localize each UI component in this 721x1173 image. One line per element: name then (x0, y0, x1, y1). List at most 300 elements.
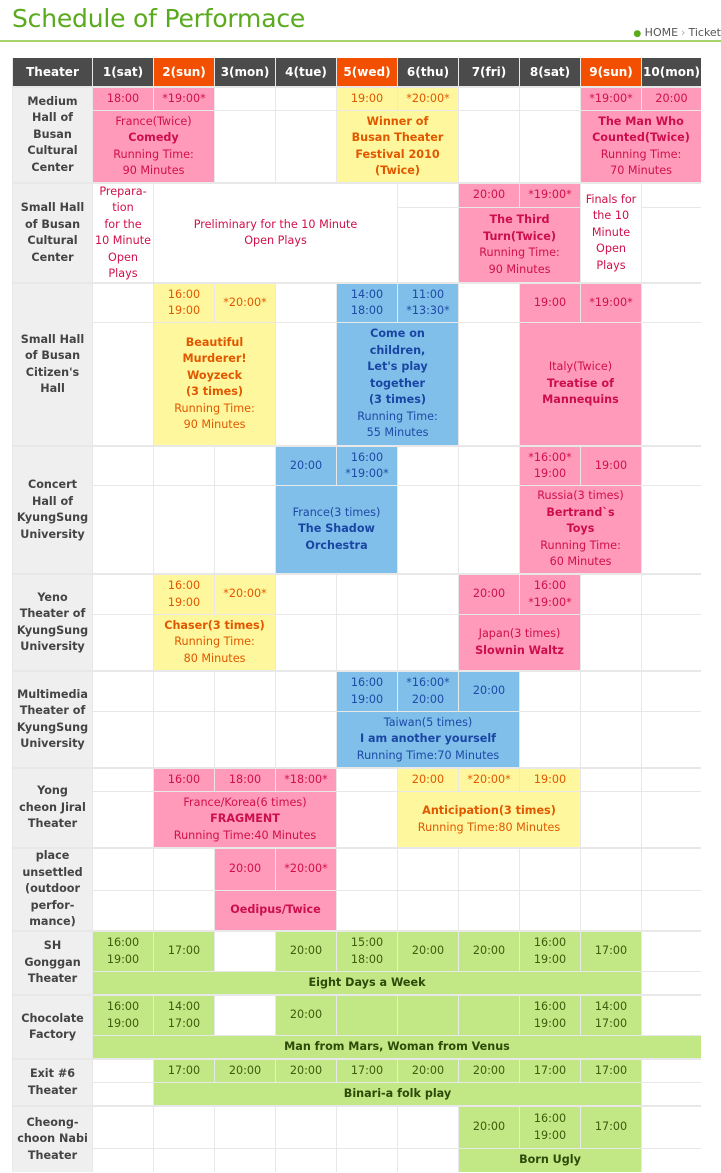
cell-text: tion (112, 201, 134, 214)
show-title: Come on (370, 327, 425, 341)
schedule-cell (337, 323, 458, 445)
cell-text: *20:00* (223, 587, 267, 601)
cell-text: Preliminary for the 10 Minute (193, 217, 358, 231)
schedule-cell (276, 769, 336, 791)
cell-text: 17:00 (533, 1063, 567, 1077)
header-day-label: 9(sun) (589, 64, 633, 79)
show-title: The Third (489, 213, 550, 226)
empty-cell (642, 447, 701, 485)
bullet-icon: ● (633, 29, 642, 39)
empty-cell (337, 1149, 397, 1172)
running-time: Running Time: (600, 147, 682, 161)
show-title: Let's play (367, 360, 428, 374)
page-title: Schedule of Performace (12, 4, 306, 33)
empty-cell (93, 672, 153, 711)
schedule-cell (154, 615, 275, 670)
empty-cell (581, 575, 641, 614)
empty-cell (642, 891, 701, 930)
schedule-cell (581, 284, 641, 322)
cell-text: 20:00 (228, 1063, 262, 1077)
cell-text: *19:00* (345, 467, 389, 480)
empty-cell (276, 88, 336, 110)
running-time: 90 Minutes (183, 418, 246, 431)
empty-cell (398, 996, 458, 1035)
schedule-cell (520, 486, 641, 573)
empty-cell (459, 88, 519, 110)
empty-cell (459, 486, 519, 573)
header-day-label: 6(thu) (406, 64, 450, 79)
show-title: Mannequins (542, 393, 619, 407)
empty-cell (337, 1107, 397, 1148)
cell-text: 16:00 (350, 450, 384, 464)
cell-text: Open Plays (244, 234, 307, 247)
schedule-cell (337, 284, 397, 322)
breadcrumb (633, 26, 721, 39)
empty-cell (215, 88, 275, 110)
cell-text: 19:00 (167, 304, 201, 317)
empty-cell (93, 323, 153, 445)
show-title: Slownin Waltz (475, 643, 564, 657)
cell-text: *20:00* (284, 862, 328, 876)
cell-text: *19:00* (528, 188, 572, 202)
show-title: Toys (566, 522, 595, 536)
cell-text: 17:00 (594, 1063, 628, 1077)
schedule-cell (276, 447, 336, 485)
empty-cell (520, 891, 580, 930)
empty-cell (642, 932, 701, 971)
breadcrumb-ticket[interactable]: Ticket (688, 26, 721, 39)
schedule-cell (459, 1060, 519, 1082)
cell-text: 17:00 (167, 1016, 201, 1030)
theater-name (13, 1060, 92, 1105)
cell-text: 16:00 (106, 936, 140, 949)
empty-cell (642, 972, 701, 994)
schedule-cell (520, 447, 580, 485)
schedule-cell (154, 1060, 214, 1082)
show-title: Orchestra (305, 538, 368, 552)
header-day (93, 58, 153, 86)
schedule-cell (520, 1060, 580, 1082)
header-day-label: 2(sun) (162, 64, 206, 79)
cell-text: Minute (591, 225, 631, 239)
chevron-right-icon: › (681, 26, 686, 39)
cell-text: 18:00 (106, 91, 140, 105)
cell-text: 17:00 (167, 1063, 201, 1077)
empty-cell (276, 575, 336, 614)
schedule-cell (93, 932, 153, 971)
theater-name (13, 575, 92, 670)
breadcrumb-home[interactable]: HOME (644, 26, 679, 39)
show-title: I am another yourself (359, 732, 497, 746)
empty-cell (398, 575, 458, 614)
cell-text: 16:00 (167, 579, 201, 592)
show-title: Binari-a folk play (343, 1086, 452, 1100)
schedule-cell (215, 575, 275, 614)
schedule-cell (459, 769, 519, 791)
empty-cell (398, 447, 458, 485)
empty-cell (642, 996, 701, 1035)
cell-text: 20:00 (472, 188, 506, 202)
theater-name (13, 996, 92, 1058)
running-time: Running Time:70 Minutes (356, 748, 500, 762)
cell-text: Plays (596, 258, 626, 272)
schedule-cell (276, 996, 336, 1035)
show-title: Winner of (366, 114, 429, 128)
schedule-cell (581, 1107, 641, 1148)
schedule-cell (520, 932, 580, 971)
running-time: Running Time: (174, 635, 255, 649)
show-title: Chaser(3 times) (164, 618, 265, 632)
schedule-cell (459, 932, 519, 971)
schedule-cell (154, 769, 214, 791)
cell-text: 18:00 (350, 304, 384, 317)
cell-text: 20:00 (289, 1008, 323, 1022)
title-divider (0, 40, 721, 42)
empty-cell (398, 486, 458, 573)
cell-text: 19:00 (594, 458, 628, 472)
empty-cell (215, 447, 275, 485)
cell-text: *19:00* (589, 295, 633, 309)
show-title: Born Ugly (519, 1153, 581, 1167)
cell-text: *18:00* (284, 772, 328, 786)
empty-cell (642, 769, 701, 791)
empty-cell (93, 486, 153, 573)
schedule-cell (93, 1036, 701, 1058)
empty-cell (581, 849, 641, 890)
cell-text: Taiwan(5 times) (383, 715, 473, 729)
empty-cell (459, 111, 519, 182)
schedule-cell (93, 184, 153, 282)
schedule-cell (337, 1060, 397, 1082)
cell-text: 15:00 (350, 936, 384, 949)
empty-cell (93, 615, 153, 670)
empty-cell (337, 891, 397, 930)
header-day (337, 58, 397, 86)
schedule-cell (459, 575, 519, 614)
show-title: Murderer! (182, 352, 247, 365)
empty-cell (154, 712, 214, 767)
empty-cell (642, 575, 701, 614)
header-day-label: 3(mon) (220, 64, 270, 79)
empty-cell (642, 184, 701, 207)
empty-cell (93, 849, 153, 890)
running-time: Running Time: (540, 538, 621, 552)
schedule-cell (459, 672, 519, 711)
empty-cell (642, 615, 701, 670)
schedule-cell (398, 284, 458, 322)
cell-text: Plays (108, 267, 138, 280)
cell-text: 19:00 (350, 692, 384, 706)
header-day-label: 7(fri) (471, 64, 507, 79)
cell-text: 20:00 (411, 772, 445, 786)
empty-cell (154, 672, 214, 711)
header-day (520, 58, 580, 86)
empty-cell (642, 792, 701, 847)
cell-text: Prepara- (99, 184, 147, 198)
theater-name (13, 447, 92, 573)
schedule-cell (581, 996, 641, 1035)
schedule-cell (93, 111, 214, 182)
schedule-cell (398, 932, 458, 971)
schedule-cell (581, 88, 641, 110)
schedule-cell (459, 615, 580, 670)
empty-cell (642, 323, 701, 445)
cell-text: *19:00* (162, 91, 206, 105)
empty-cell (337, 769, 397, 791)
cell-text: 16:00 (350, 676, 384, 689)
theater-name-label: Exit #6 Theater (27, 1067, 78, 1097)
cell-text: 17:00 (350, 1063, 384, 1077)
theater-name-label: Concert Hall of KyungSung University (16, 478, 89, 541)
empty-cell (459, 284, 519, 322)
schedule-cell (154, 323, 275, 445)
empty-cell (459, 447, 519, 485)
empty-cell (337, 615, 397, 670)
cell-text: *16:00* (528, 450, 572, 464)
cell-text: France(3 times) (292, 505, 381, 519)
schedule-cell (154, 88, 214, 110)
show-title: Eight Days a Week (308, 975, 426, 989)
empty-cell (520, 111, 580, 182)
cell-text: 16:00 (167, 772, 201, 786)
empty-cell (276, 111, 336, 182)
schedule-cell (276, 1060, 336, 1082)
cell-text: 19:00 (533, 295, 567, 309)
schedule-cell (398, 672, 458, 711)
schedule-cell (93, 996, 153, 1035)
empty-cell (154, 849, 214, 890)
show-title: Counted(Twice) (592, 131, 690, 144)
cell-text: *16:00* (406, 676, 450, 689)
empty-cell (276, 672, 336, 711)
empty-cell (93, 1083, 153, 1105)
empty-cell (520, 712, 580, 767)
empty-cell (581, 672, 641, 711)
theater-name-label: Chocolate Factory (21, 1011, 84, 1041)
show-title: together (369, 376, 426, 390)
cell-text: *20:00* (406, 91, 450, 105)
cell-text: 14:00 (350, 287, 384, 301)
schedule-cell (520, 1107, 580, 1148)
running-time: 90 Minutes (122, 164, 185, 177)
empty-cell (215, 932, 275, 971)
cell-text: 20:00 (472, 587, 506, 601)
empty-cell (581, 712, 641, 767)
empty-cell (154, 447, 214, 485)
theater-name (13, 88, 92, 182)
schedule-cell (398, 769, 458, 791)
empty-cell (642, 1060, 701, 1082)
running-time: Running Time: (174, 401, 255, 415)
header-day-label: 8(sat) (529, 64, 571, 79)
cell-text: 16:00 (106, 1000, 140, 1013)
empty-cell (398, 1149, 458, 1172)
header-day-label: 5(wed) (343, 64, 391, 79)
empty-cell (215, 1149, 275, 1172)
cell-text: 20:00 (289, 458, 323, 472)
cell-text: 14:00 (167, 1000, 201, 1013)
cell-text: 20:00 (228, 862, 262, 876)
empty-cell (459, 849, 519, 890)
empty-cell (642, 672, 701, 711)
cell-text: 16:00 (167, 287, 201, 301)
theater-name (13, 184, 92, 282)
show-title: children, (369, 343, 426, 357)
header-day-label: 4(tue) (285, 64, 327, 79)
schedule-cell (337, 712, 519, 767)
empty-cell (642, 712, 701, 767)
empty-cell (459, 891, 519, 930)
empty-cell (93, 1149, 153, 1172)
cell-text: 20:00 (411, 692, 445, 706)
cell-text: 19:00 (533, 1016, 567, 1030)
header-day-label: 1(sat) (102, 64, 144, 79)
cell-text: 14:00 (594, 1000, 628, 1013)
empty-cell (642, 1149, 701, 1172)
cell-text: Open (108, 250, 138, 264)
header-day (215, 58, 275, 86)
cell-text: 19:00 (106, 952, 140, 966)
schedule-cell (93, 88, 153, 110)
running-time: 70 Minutes (610, 164, 672, 177)
empty-cell (93, 891, 153, 930)
empty-cell (581, 891, 641, 930)
schedule-cell (154, 284, 214, 322)
running-time: Running Time:80 Minutes (417, 820, 561, 834)
schedule-cell (154, 575, 214, 614)
cell-text: 19:00 (533, 1128, 567, 1142)
show-title: Anticipation(3 times) (422, 804, 556, 817)
show-title: Turn(Twice) (483, 229, 556, 243)
empty-cell (398, 615, 458, 670)
schedule-cell (581, 184, 641, 282)
schedule-cell (154, 184, 397, 282)
theater-name (13, 932, 92, 994)
running-time: Running Time: (357, 409, 438, 423)
schedule-cell (581, 932, 641, 971)
theater-name-label: Yeno Theater of KyungSung University (16, 590, 89, 653)
header-day (459, 58, 519, 86)
empty-cell (93, 769, 153, 791)
cell-text: 20:00 (289, 1063, 323, 1077)
cell-text: 20:00 (472, 944, 506, 958)
schedule-cell (520, 575, 580, 614)
theater-name-label: Small Hall of Busan Citizen's Hall (20, 332, 85, 395)
show-title: Busan Theater (351, 131, 444, 144)
schedule-cell (642, 88, 701, 110)
empty-cell (459, 323, 519, 445)
schedule-cell (93, 972, 641, 994)
schedule-cell (154, 932, 214, 971)
cell-text: 17:00 (594, 1120, 628, 1134)
theater-name-label: Yong cheon Jiral Theater (19, 784, 86, 831)
header-day (154, 58, 214, 86)
theater-name (13, 849, 92, 930)
schedule-cell (215, 849, 275, 890)
empty-cell (581, 769, 641, 791)
theater-name (13, 672, 92, 767)
schedule-cell (398, 1060, 458, 1082)
cell-text: *13:30* (406, 304, 450, 317)
empty-cell (93, 712, 153, 767)
empty-cell (276, 1149, 336, 1172)
cell-text: *19:00* (589, 91, 633, 105)
theater-name-label: place unsettled (outdoor perfor- mance) (22, 849, 83, 929)
empty-cell (459, 996, 519, 1035)
empty-cell (520, 672, 580, 711)
schedule-cell (337, 111, 458, 182)
schedule-cell (337, 447, 397, 485)
empty-cell (276, 284, 336, 322)
empty-cell (93, 447, 153, 485)
empty-cell (337, 849, 397, 890)
schedule-cell (154, 1083, 641, 1105)
running-time: 80 Minutes (183, 651, 246, 665)
cell-text: 16:00 (533, 1112, 567, 1125)
schedule-cell (459, 208, 580, 282)
empty-cell (337, 575, 397, 614)
cell-text: 16:00 (533, 579, 567, 592)
cell-text: Open (596, 242, 626, 256)
empty-cell (215, 111, 275, 182)
schedule-cell (276, 932, 336, 971)
theater-name-label: Multimedia Theater of KyungSung University (16, 687, 89, 750)
empty-cell (581, 615, 641, 670)
empty-cell (154, 486, 214, 573)
empty-cell (154, 1149, 214, 1172)
empty-cell (215, 486, 275, 573)
schedule-cell (337, 88, 397, 110)
schedule-cell (398, 792, 580, 847)
schedule-cell (520, 769, 580, 791)
empty-cell (642, 208, 701, 282)
cell-text: *19:00* (528, 595, 572, 609)
empty-cell (642, 284, 701, 322)
empty-cell (154, 1107, 214, 1148)
empty-cell (337, 996, 397, 1035)
empty-cell (93, 1107, 153, 1148)
running-time: 90 Minutes (488, 262, 551, 276)
empty-cell (215, 672, 275, 711)
show-title: Woyzeck (186, 368, 243, 382)
cell-text: 20:00 (472, 684, 506, 698)
empty-cell (642, 849, 701, 890)
schedule-cell (276, 486, 397, 573)
cell-text: Italy(Twice) (548, 360, 613, 374)
schedule-cell (215, 891, 336, 930)
cell-text: 18:00 (228, 772, 262, 786)
empty-cell (215, 1107, 275, 1148)
theater-name-label: SH Gonggan Theater (24, 939, 81, 986)
show-title: (Twice) (374, 164, 421, 177)
show-title: Man from Mars, Woman from Venus (284, 1039, 510, 1053)
schedule-cell (337, 932, 397, 971)
show-title: The Man Who (598, 114, 684, 128)
running-time: 60 Minutes (549, 555, 612, 569)
empty-cell (276, 1107, 336, 1148)
cell-text: 20:00 (411, 944, 445, 958)
empty-cell (581, 792, 641, 847)
cell-text: Finals for (585, 192, 637, 206)
schedule-cell (581, 111, 701, 182)
show-title: FRAGMENT (210, 812, 280, 826)
empty-cell (276, 323, 336, 445)
empty-cell (520, 88, 580, 110)
schedule-cell (520, 323, 641, 445)
cell-text: France/Korea(6 times) (183, 795, 307, 809)
cell-text: 11:00 (411, 287, 445, 301)
cell-text: 17:00 (594, 944, 628, 958)
